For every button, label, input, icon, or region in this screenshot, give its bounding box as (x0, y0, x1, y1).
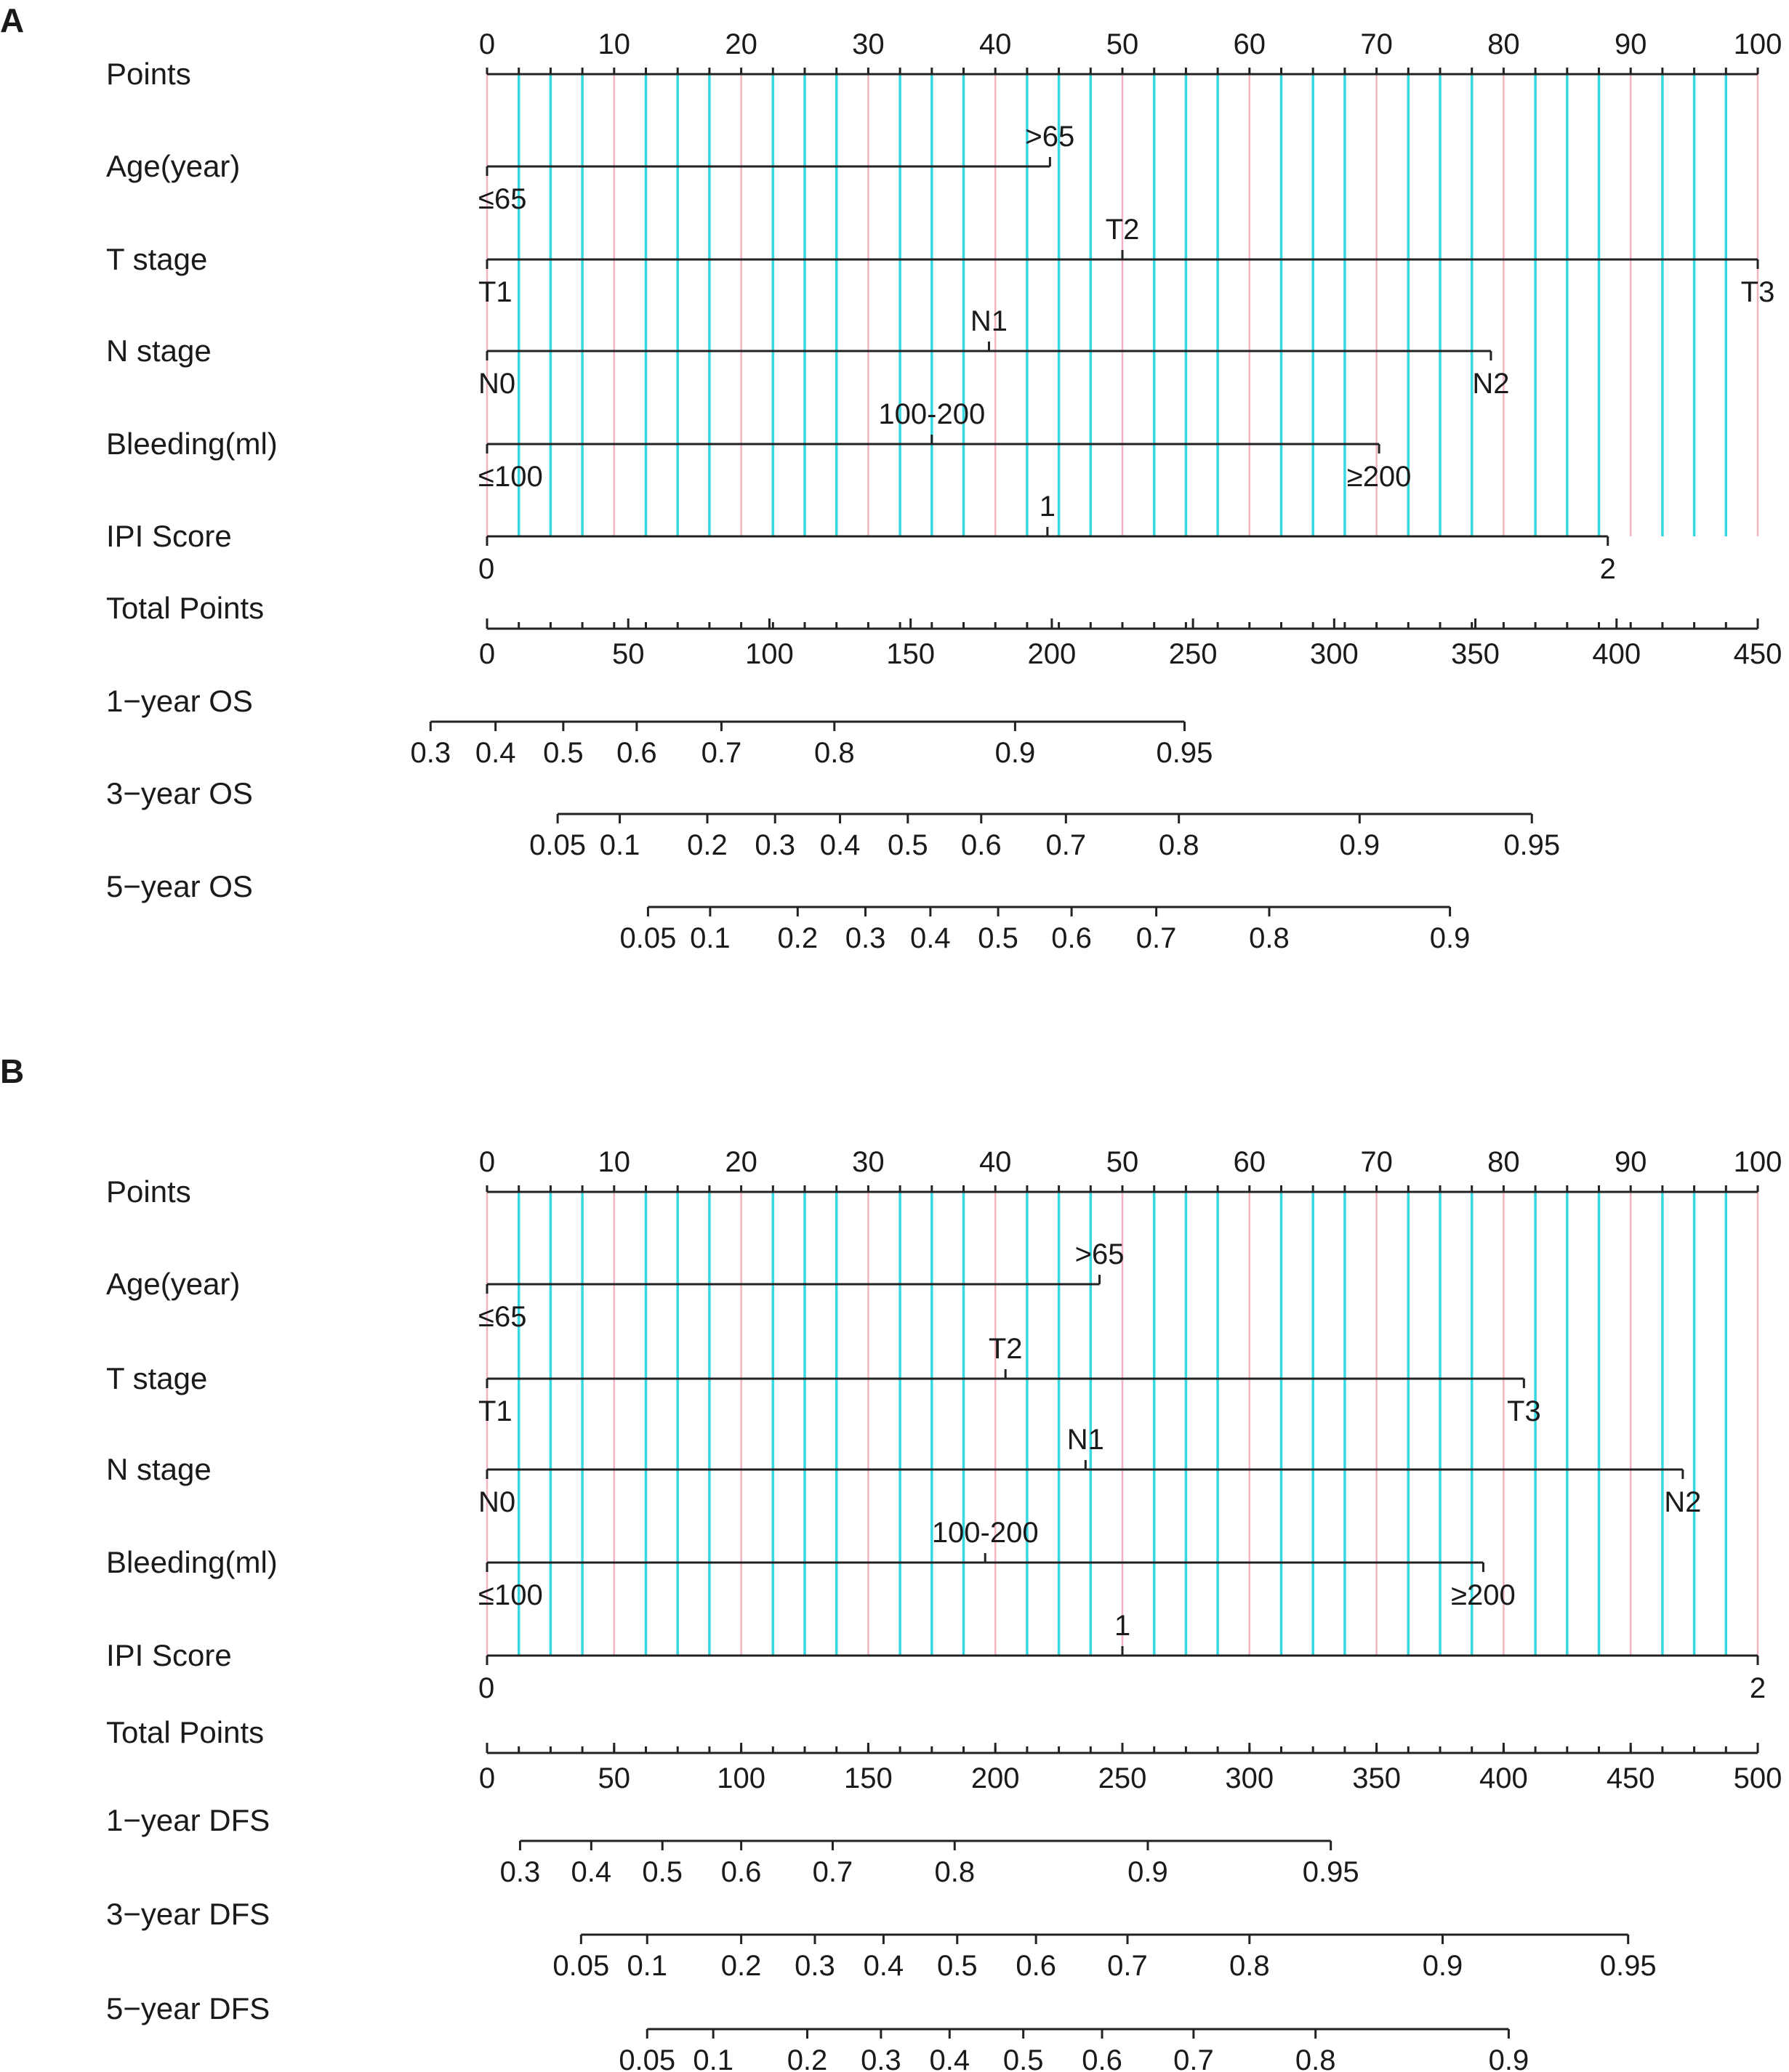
survival-tick-label: 0.8 (1295, 2044, 1336, 2072)
points-axis-tick-label: 0 (478, 28, 496, 60)
panel-b-letter: B (0, 1052, 25, 1090)
survival-tick-label: 0.9 (1127, 1856, 1168, 1888)
total-points-tick-label: 0 (478, 638, 496, 670)
total-points-tick-label: 350 (1451, 638, 1500, 670)
predictor-axis (106, 398, 1411, 493)
survival-tick-label: 0.9 (1339, 829, 1380, 861)
points-axis-tick-label: 20 (725, 1146, 757, 1178)
total-points-tick-label: 250 (1098, 1762, 1147, 1794)
points-axis-tick-label: 0 (478, 1146, 496, 1178)
total-points-axis (106, 591, 1782, 670)
predictor-axis (106, 214, 1774, 308)
survival-tick-label: 0.6 (960, 829, 1002, 861)
survival-tick-label: 0.7 (1107, 1950, 1148, 1982)
survival-axis-label: 5−year DFS (106, 1991, 270, 2025)
total-points-tick-label: 450 (1733, 638, 1782, 670)
points-axis (106, 28, 1782, 91)
survival-tick-label: 0.1 (599, 829, 640, 861)
survival-tick-label: 0.4 (819, 829, 861, 861)
survival-tick-label: 0.1 (627, 1950, 668, 1982)
total-points-label: Total Points (106, 591, 265, 625)
points-axis-tick-label: 30 (852, 1146, 885, 1178)
survival-axis (106, 684, 1213, 769)
survival-tick-label: 0.7 (701, 737, 742, 769)
survival-tick-label: 0.95 (1156, 737, 1213, 769)
predictor-axis (106, 1333, 1541, 1427)
survival-tick-label: 0.3 (795, 1950, 835, 1982)
panel-a (0, 1, 1782, 954)
survival-axis (106, 1803, 1359, 1888)
points-axis-tick-label: 40 (978, 1146, 1012, 1178)
survival-tick-label: 0.3 (410, 737, 451, 769)
panel-a-letter: A (0, 1, 25, 39)
predictor-level-label: ≥200 (1451, 1579, 1516, 1611)
survival-tick-label: 0.5 (936, 1950, 978, 1982)
survival-tick-label: 0.8 (934, 1856, 976, 1888)
points-axis-tick-label: 100 (1733, 28, 1782, 60)
survival-axis (106, 1897, 1657, 1982)
survival-tick-label: 0.2 (687, 829, 728, 861)
predictor-level-label: T2 (988, 1333, 1023, 1365)
points-axis-tick-label: 80 (1487, 1146, 1520, 1178)
survival-axis-label: 5−year OS (106, 869, 253, 903)
predictor-axis (106, 1424, 1701, 1518)
survival-tick-label: 0.05 (619, 922, 677, 954)
survival-tick-label: 0.6 (616, 737, 657, 769)
points-axis-tick-label: 10 (598, 28, 631, 60)
survival-axis-label: 3−year DFS (106, 1897, 270, 1931)
predictor-axis (106, 305, 1509, 400)
predictor-axis (106, 491, 1616, 585)
predictor-level-label: >65 (1025, 121, 1075, 153)
survival-tick-label: 0.8 (1229, 1950, 1270, 1982)
predictor-axis (106, 1238, 1124, 1333)
predictor-level-label: ≤100 (478, 1579, 543, 1611)
survival-axis-label: 3−year OS (106, 776, 253, 810)
total-points-axis (106, 1715, 1782, 1794)
predictor-label: T stage (106, 1361, 208, 1395)
points-axis-tick-label: 60 (1233, 28, 1266, 60)
points-axis-tick-label: 10 (598, 1146, 631, 1178)
survival-tick-label: 0.5 (642, 1856, 683, 1888)
predictor-level-label: N1 (1066, 1424, 1104, 1456)
predictor-level-label: N2 (1472, 368, 1510, 400)
predictor-level-label: T1 (478, 1395, 512, 1427)
survival-tick-label: 0.7 (1045, 829, 1087, 861)
survival-tick-label: 0.3 (499, 1856, 541, 1888)
survival-tick-label: 0.6 (1051, 922, 1092, 954)
survival-axis (106, 776, 1560, 861)
survival-tick-label: 0.5 (1002, 2044, 1044, 2072)
survival-tick-label: 0.6 (1016, 1950, 1056, 1982)
survival-tick-label: 0.3 (861, 2044, 901, 2072)
survival-tick-label: 0.2 (777, 922, 819, 954)
survival-tick-label: 0.05 (529, 829, 587, 861)
predictor-axis (106, 121, 1074, 215)
points-axis-tick-label: 50 (1106, 28, 1139, 60)
survival-tick-label: 0.2 (720, 1950, 762, 1982)
predictor-label: T stage (106, 242, 208, 276)
survival-tick-label: 0.3 (845, 922, 886, 954)
points-axis-tick-label: 70 (1360, 28, 1393, 60)
survival-tick-label: 0.95 (1302, 1856, 1359, 1888)
predictor-axis (106, 1610, 1766, 1704)
survival-tick-label: 0.8 (1158, 829, 1199, 861)
survival-tick-label: 0.8 (813, 737, 855, 769)
total-points-tick-label: 200 (970, 1762, 1020, 1794)
predictor-level-label: T3 (1507, 1395, 1541, 1427)
points-axis-tick-label: 20 (725, 28, 757, 60)
total-points-tick-label: 0 (478, 1762, 496, 1794)
survival-tick-label: 0.5 (978, 922, 1018, 954)
predictor-level-label: N0 (478, 1486, 516, 1518)
survival-tick-label: 0.05 (552, 1950, 610, 1982)
predictor-label: IPI Score (106, 1638, 232, 1672)
predictor-level-label: N1 (970, 305, 1008, 337)
points-axis-tick-label: 40 (978, 28, 1012, 60)
predictor-label: N stage (106, 1452, 212, 1486)
predictor-level-label: 1 (1114, 1610, 1131, 1642)
points-grid (487, 74, 1758, 536)
predictor-label: IPI Score (106, 519, 232, 553)
predictor-level-label: T3 (1740, 276, 1775, 308)
survival-tick-label: 0.2 (787, 2044, 828, 2072)
panel-b (0, 1052, 1782, 2072)
survival-tick-label: 0.4 (571, 1856, 612, 1888)
survival-axis (106, 1991, 1529, 2072)
survival-tick-label: 0.4 (475, 737, 516, 769)
survival-tick-label: 0.7 (1173, 2044, 1214, 2072)
total-points-tick-label: 300 (1309, 638, 1359, 670)
points-axis-tick-label: 50 (1106, 1146, 1139, 1178)
predictor-label: Bleeding(ml) (106, 427, 278, 461)
points-axis-tick-label: 30 (852, 28, 885, 60)
survival-tick-label: 0.6 (720, 1856, 762, 1888)
survival-tick-label: 0.1 (693, 2044, 733, 2072)
predictor-level-label: 0 (478, 1672, 495, 1704)
predictor-label: Age(year) (106, 1267, 241, 1301)
survival-tick-label: 0.5 (543, 737, 584, 769)
survival-tick-label: 0.9 (1488, 2044, 1529, 2072)
survival-tick-label: 0.4 (910, 922, 951, 954)
survival-tick-label: 0.7 (1135, 922, 1177, 954)
total-points-tick-label: 400 (1592, 638, 1641, 670)
total-points-tick-label: 100 (745, 638, 794, 670)
predictor-level-label: 2 (1599, 553, 1616, 585)
survival-tick-label: 0.7 (812, 1856, 853, 1888)
total-points-tick-label: 400 (1479, 1762, 1528, 1794)
points-axis-label: Points (106, 57, 191, 91)
predictor-level-label: T1 (478, 276, 512, 308)
points-axis-tick-label: 80 (1487, 28, 1520, 60)
predictor-level-label: 100-200 (931, 1517, 1039, 1549)
survival-tick-label: 0.9 (1429, 922, 1471, 954)
total-points-tick-label: 100 (717, 1762, 765, 1794)
total-points-tick-label: 50 (611, 638, 645, 670)
predictor-level-label: N0 (478, 368, 516, 400)
survival-tick-label: 0.95 (1503, 829, 1561, 861)
predictor-label: Age(year) (106, 149, 241, 183)
total-points-tick-label: 450 (1606, 1762, 1655, 1794)
points-axis-tick-label: 70 (1360, 1146, 1393, 1178)
points-axis-label: Points (106, 1174, 191, 1209)
total-points-tick-label: 500 (1733, 1762, 1782, 1794)
points-axis-tick-label: 90 (1614, 28, 1647, 60)
survival-axis-label: 1−year DFS (106, 1803, 270, 1837)
predictor-level-label: >65 (1074, 1238, 1125, 1270)
survival-axis (106, 869, 1470, 954)
total-points-tick-label: 200 (1027, 638, 1077, 670)
survival-tick-label: 0.4 (863, 1950, 904, 1982)
survival-tick-label: 0.8 (1249, 922, 1290, 954)
survival-tick-label: 0.6 (1082, 2044, 1122, 2072)
survival-tick-label: 0.95 (1599, 1950, 1657, 1982)
predictor-level-label: 1 (1039, 491, 1056, 523)
total-points-tick-label: 300 (1225, 1762, 1274, 1794)
points-axis (106, 1146, 1782, 1209)
predictor-label: N stage (106, 334, 212, 368)
predictor-level-label: 100-200 (878, 398, 986, 430)
survival-tick-label: 0.4 (929, 2044, 970, 2072)
predictor-level-label: 0 (478, 553, 495, 585)
survival-tick-label: 0.1 (690, 922, 731, 954)
points-axis-tick-label: 90 (1614, 1146, 1647, 1178)
survival-tick-label: 0.9 (1422, 1950, 1463, 1982)
total-points-tick-label: 150 (844, 1762, 893, 1794)
survival-tick-label: 0.5 (887, 829, 928, 861)
predictor-axis (106, 1517, 1516, 1611)
total-points-tick-label: 150 (886, 638, 936, 670)
survival-tick-label: 0.9 (994, 737, 1036, 769)
predictor-level-label: N2 (1664, 1486, 1702, 1518)
predictor-label: Bleeding(ml) (106, 1545, 278, 1579)
predictor-level-label: ≤100 (478, 461, 543, 493)
survival-tick-label: 0.05 (619, 2044, 676, 2072)
total-points-label: Total Points (106, 1715, 265, 1749)
survival-axis-label: 1−year OS (106, 684, 253, 718)
total-points-tick-label: 250 (1168, 638, 1218, 670)
predictor-level-label: ≤65 (478, 183, 527, 215)
predictor-level-label: T2 (1105, 214, 1140, 246)
points-axis-tick-label: 60 (1233, 1146, 1266, 1178)
total-points-tick-label: 50 (598, 1762, 631, 1794)
predictor-level-label: ≥200 (1346, 461, 1412, 493)
predictor-level-label: 2 (1749, 1672, 1766, 1704)
survival-tick-label: 0.3 (755, 829, 796, 861)
points-axis-tick-label: 100 (1733, 1146, 1782, 1178)
predictor-level-label: ≤65 (478, 1301, 527, 1333)
total-points-tick-label: 350 (1352, 1762, 1401, 1794)
